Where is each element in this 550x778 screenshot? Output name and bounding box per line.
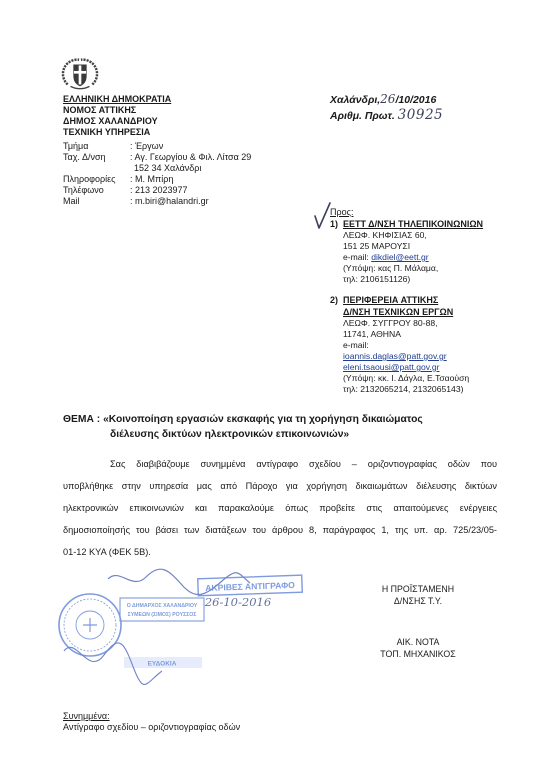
- recipient-heading: ΠΕΡΙΦΕΡΕΙΑ ΑΤΤΙΚΗΣ: [343, 295, 439, 305]
- recipient-number: 2): [330, 295, 339, 305]
- protocol-number-handwritten: 30925: [397, 107, 444, 123]
- date-rest: /10/2016: [395, 94, 437, 106]
- body-line: Σας διαβιβάζουμε συνημμένα αντίγραφο σχεδίου – οριζοντιογραφίας οδών που: [110, 459, 497, 469]
- body-line: ηλεκτρονικών επικοινωνιών και παρακαλούμε όπως προβείτε στις απαιτούμενες ενέργειες: [63, 503, 497, 513]
- contact-value: : Αγ. Γεωργίου & Φιλ. Λίτσα 29: [130, 152, 252, 162]
- signature-title: Η ΠΡΟΪΣΤΑΜΕΝΗ: [381, 584, 455, 594]
- sender-municipality: ΔΗΜΟΣ ΧΑΛΑΝΔΡΙΟΥ: [63, 116, 158, 126]
- email-label: e-mail:: [343, 252, 369, 262]
- subject-text: «Κοινοποίηση εργασιών εκσκαφής για τη χορήγηση δικαιώματος: [103, 414, 423, 425]
- recipient-address: ΛΕΩΦ. ΚΗΦΙΣΙΑΣ 60,: [343, 230, 427, 240]
- subject-label: ΘΕΜΑ :: [63, 414, 101, 425]
- certified-copy-stamp: [50, 565, 312, 695]
- attachment-item: Αντίγραφο σχεδίου – οριζοντιογραφίας οδών: [63, 722, 241, 732]
- contact-label: Τηλέφωνο: [63, 185, 104, 195]
- signature-unit: Δ/ΝΣΗΣ Τ.Υ.: [393, 596, 443, 606]
- recipient-attention: (Υπόψη: κας Π. Μάλαμα,: [343, 263, 439, 273]
- date-place: Χαλάνδρι,: [330, 94, 381, 106]
- signature-role: ΤΟΠ. ΜΗΧΑΝΙΚΟΣ: [380, 649, 456, 659]
- clerk-name: ΕΥΔΟΚΙΑ: [147, 660, 177, 668]
- certified-copy-text: ΑΚΡΙΒΕΣ ΑΝΤΙΓΡΑΦΟ: [205, 579, 296, 594]
- protocol-line: [330, 108, 443, 123]
- attachments-label: Συνημμένα:: [63, 711, 110, 721]
- contact-row: [63, 163, 201, 174]
- body-line: δημοσιοποίησής του βάσει των διατάξεων του άρθρου 8, παράγραφος 1, της υπ. αρ. 725/23/05-: [63, 525, 497, 535]
- subject-text: διέλευσης δικτύων ηλεκτρονικών επικοινωνιών»: [110, 429, 350, 440]
- recipient-attention: τηλ: 2132065214, 2132065143): [343, 384, 464, 394]
- date-line: [330, 93, 436, 107]
- subject-line: [63, 413, 423, 426]
- contact-row: [63, 141, 163, 152]
- contact-value: : Μ. Μπίρη: [130, 174, 174, 184]
- certified-copy-box: [198, 575, 303, 596]
- recipient-address: ΛΕΩΦ. ΣΥΓΓΡΟΥ 80-88,: [343, 318, 438, 328]
- contact-label: Τμήμα: [63, 141, 89, 151]
- contact-row: [63, 196, 209, 207]
- recipient-number: 1): [330, 219, 339, 229]
- mayor-stamp-box: [120, 598, 204, 621]
- recipient-heading: ΕΕΤΤ Δ/ΝΣΗ ΤΗΛΕΠΙΚΟΙΝΩΝΙΩΝ: [343, 219, 484, 229]
- contact-value: : Έργων: [130, 141, 164, 151]
- protocol-label: Αριθμ. Πρωτ.: [330, 110, 395, 122]
- sender-country: ΕΛΛΗΝΙΚΗ ΔΗΜΟΚΡΑΤΙΑ: [63, 94, 172, 104]
- email-label: e-mail:: [343, 340, 369, 350]
- date-day-handwritten: 26: [380, 92, 396, 106]
- contact-label: Mail: [63, 196, 80, 206]
- recipient-attention: τηλ: 2106151126): [343, 274, 411, 284]
- contact-label: Πληροφορίες: [63, 174, 116, 184]
- recipient-email-link[interactable]: ioannis.daglas@patt.gov.gr: [343, 351, 447, 361]
- contact-row: [63, 152, 251, 163]
- signature-name: ΑΙΚ. ΝΟΤΑ: [396, 637, 440, 647]
- recipient-heading: Δ/ΝΣΗ ΤΕΧΝΙΚΩΝ ΕΡΓΩΝ: [343, 307, 454, 317]
- recipient-attention: (Υπόψη: κκ. Ι. Δάγλα, Ε.Τσαούση: [343, 373, 470, 383]
- contact-value: : 213 2023977: [130, 185, 188, 195]
- body-line: υποβλήθηκε στην υπηρεσία μας από Πάροχο για χορήγηση δικαιωμάτων διέλευσης δικτύων: [63, 481, 497, 491]
- stamp-date-handwritten: 26-10-2016: [204, 595, 272, 609]
- recipient-email-link[interactable]: eleni.tsaousi@patt.gov.gr: [343, 362, 440, 372]
- body-line: 01-12 ΚΥΑ (ΦΕΚ 5Β).: [63, 547, 151, 557]
- contact-row: [63, 185, 188, 196]
- contact-row: [63, 174, 173, 185]
- contact-value: 152 34 Χαλάνδρι: [134, 163, 202, 173]
- mayor-title: Ο ΔΗΜΑΡΧΟΣ ΧΑΛΑΝΔΡΙΟΥ: [126, 603, 198, 609]
- recipient-address: 11741, ΑΘΗΝΑ: [343, 329, 401, 339]
- recipient-email-line: [343, 252, 429, 263]
- sender-prefecture: ΝΟΜΟΣ ΑΤΤΙΚΗΣ: [63, 105, 137, 115]
- contact-email[interactable]: : m.biri@halandri.gr: [130, 196, 209, 206]
- greek-coat-of-arms-icon: [61, 55, 99, 93]
- contact-label: Ταχ. Δ/νση: [63, 152, 106, 162]
- recipient-address: 151 25 ΜΑΡΟΥΣΙ: [343, 241, 411, 251]
- mayor-name: ΣΥΜΕΩΝ (ΣΙΜΟΣ) ΡΟΥΣΣΟΣ: [127, 612, 197, 618]
- recipient-email-link[interactable]: dikdiel@eett.gr: [371, 252, 429, 262]
- recipients-label: Προς:: [330, 207, 354, 217]
- sender-service: ΤΕΧΝΙΚΗ ΥΠΗΡΕΣΙΑ: [63, 127, 151, 137]
